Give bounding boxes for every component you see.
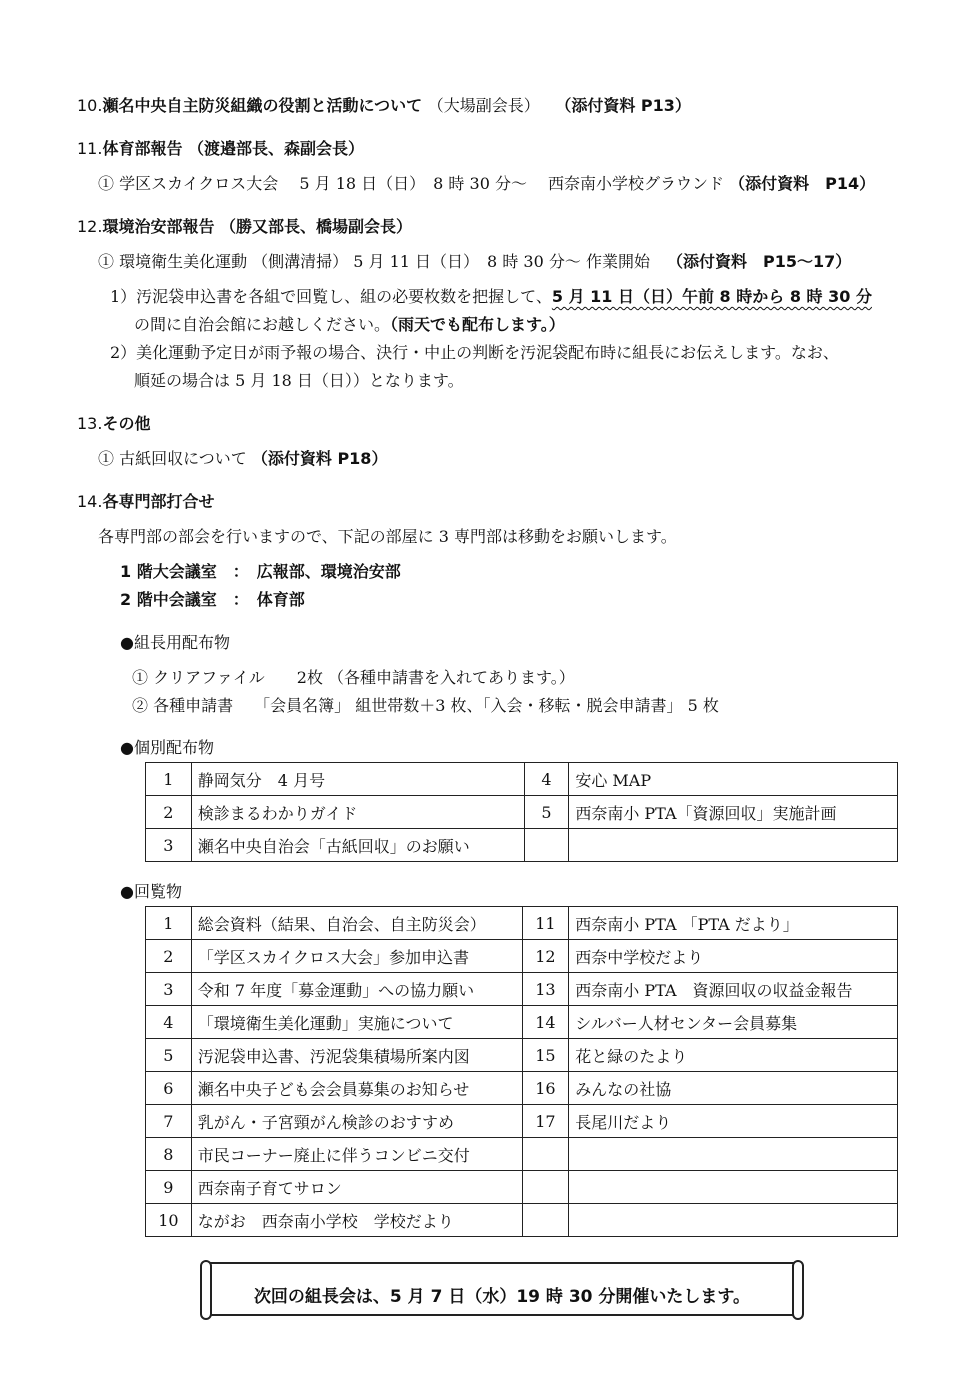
item-title: 安心 MAP	[569, 763, 898, 796]
item-number: 11	[522, 907, 569, 940]
item-title: 検診まるわかりガイド	[191, 796, 524, 829]
item-number: 16	[522, 1072, 569, 1105]
item-number: 14	[522, 1006, 569, 1039]
item-number: 9	[146, 1171, 192, 1204]
table-row	[146, 1138, 898, 1171]
section-number: 14.	[77, 492, 103, 511]
table-row	[146, 1006, 898, 1039]
item-title: 静岡気分 4 月号	[191, 763, 524, 796]
table-row	[146, 796, 898, 829]
table-row	[146, 763, 898, 796]
item-number: 2	[146, 940, 192, 973]
item-title	[569, 1204, 898, 1237]
item-number: 15	[522, 1039, 569, 1072]
item-text: ① 環境衛生美化運動 （側溝清掃） 5 月 11 日（日） 8 時 30 分～ 作業開始	[98, 252, 650, 271]
item-number: 10	[146, 1204, 192, 1237]
section-person: （大場副会長）	[427, 96, 540, 115]
note-emphasis: （雨天でも配布します。）	[390, 315, 565, 334]
kairan-heading: ●回覧物	[120, 882, 182, 901]
item-number: 5	[524, 796, 569, 829]
room-assignment-2: 2 階中会議室 ： 体育部	[120, 590, 305, 609]
table-row	[146, 907, 898, 940]
item-number: 17	[522, 1105, 569, 1138]
note-1-line-1	[110, 289, 872, 305]
item-title	[569, 1171, 898, 1204]
item-title: 汚泥袋申込書、汚泥袋集積場所案内図	[191, 1039, 522, 1072]
table-row	[146, 1039, 898, 1072]
item-title: 総会資料（結果、自治会、自主防災会）	[191, 907, 522, 940]
note-2-line-2: 順延の場合は 5 月 18 日（日））となります。	[134, 371, 464, 390]
attachment-ref: （添付資料 P13）	[555, 96, 691, 115]
table-row	[146, 1204, 898, 1237]
section-number: 11.	[77, 139, 103, 158]
item-title: 「学区スカイクロス大会」参加申込書	[191, 940, 522, 973]
item-title: 乳がん・子宮頸がん検診のおすすめ	[191, 1105, 522, 1138]
note-text: 1）汚泥袋申込書を各組で回覧し、組の必要枚数を把握して、	[110, 287, 552, 306]
item-title: ながお 西奈南小学校 学校だより	[191, 1204, 522, 1237]
next-meeting-banner	[204, 1262, 800, 1316]
section-12-item-1	[98, 254, 851, 270]
section-title: その他	[102, 414, 151, 433]
section-person: （渡邉部長、森副会長）	[188, 139, 365, 158]
item-title	[569, 829, 898, 862]
item-number	[522, 1171, 569, 1204]
section-10-heading	[77, 98, 691, 114]
section-number: 13.	[77, 414, 103, 433]
kumicho-item-2: ② 各種申請書 「会員名簿」 組世帯数＋3 枚、「入会・移転・脱会申請書」 5 枚	[132, 696, 719, 715]
table-row	[146, 1072, 898, 1105]
item-number	[522, 1204, 569, 1237]
item-title: 西奈南子育てサロン	[191, 1171, 522, 1204]
item-title: 西奈南小 PTA 資源回収の収益金報告	[569, 973, 898, 1006]
section-13-item-1	[98, 451, 387, 467]
item-number: 1	[146, 763, 192, 796]
table-row	[146, 829, 898, 862]
item-number	[522, 1138, 569, 1171]
item-title: 令和 7 年度「募金運動」への協力願い	[191, 973, 522, 1006]
item-number: 13	[522, 973, 569, 1006]
item-title: 長尾川だより	[569, 1105, 898, 1138]
section-person: （勝又部長、橋場副会長）	[220, 217, 413, 236]
item-text: ① 古紙回収について	[98, 449, 247, 468]
item-number: 4	[146, 1006, 192, 1039]
item-title: 西奈南小 PTA 「PTA だより」	[569, 907, 898, 940]
attachment-ref: （添付資料 P18）	[251, 449, 388, 468]
item-number: 6	[146, 1072, 192, 1105]
item-title: みんなの社協	[569, 1072, 898, 1105]
section-title: 瀬名中央自主防災組織の役割と活動について	[102, 96, 423, 115]
item-title: 市民コーナー廃止に伴うコンビニ交付	[191, 1138, 522, 1171]
table-row	[146, 1171, 898, 1204]
section-title: 各専門部打合せ	[102, 492, 215, 511]
item-title: 西奈中学校だより	[569, 940, 898, 973]
attachment-ref: （添付資料 P15～17）	[667, 252, 852, 271]
attachment-ref: （添付資料 P14）	[729, 174, 876, 193]
kumicho-heading: ●組長用配布物	[120, 633, 230, 652]
item-title: シルバー人材センター会員募集	[569, 1006, 898, 1039]
item-title	[569, 1138, 898, 1171]
table-row	[146, 940, 898, 973]
note-2-line-1: 2）美化運動予定日が雨予報の場合、決行・中止の判断を汚泥袋配布時に組長にお伝えします。なお、	[110, 343, 839, 362]
section-11-heading	[77, 141, 364, 157]
kumicho-item-1: ① クリアファイル 2枚 （各種申請書を入れてあります。）	[132, 668, 575, 687]
section-12-heading	[77, 219, 412, 235]
item-number	[524, 829, 569, 862]
item-number: 8	[146, 1138, 192, 1171]
section-title: 環境治安部報告	[102, 217, 215, 236]
section-number: 10.	[77, 96, 103, 115]
item-number: 5	[146, 1039, 192, 1072]
next-meeting-text: 次回の組長会は、5 月 7 日（水）19 時 30 分開催いたします。	[253, 1287, 751, 1307]
item-title: 西奈南小 PTA「資源回収」実施計画	[569, 796, 898, 829]
table-row	[146, 973, 898, 1006]
item-number: 4	[524, 763, 569, 796]
section-title: 体育部報告	[102, 139, 183, 158]
room-assignment-1: 1 階大会議室 ： 広報部、環境治安部	[120, 562, 401, 581]
item-title: 瀬名中央子ども会会員募集のお知らせ	[191, 1072, 522, 1105]
item-title: 瀬名中央自治会「古紙回収」のお願い	[191, 829, 524, 862]
item-number: 1	[146, 907, 192, 940]
note-1-line-2	[134, 317, 565, 333]
item-number: 12	[522, 940, 569, 973]
item-number: 7	[146, 1105, 192, 1138]
item-title: 花と緑のたより	[569, 1039, 898, 1072]
note-emphasis: 5 月 11 日（日）午前 8 時から 8 時 30 分	[551, 287, 872, 306]
item-text: ① 学区スカイクロス大会 5 月 18 日（日） 8 時 30 分～ 西奈南小学校グラウンド	[98, 174, 725, 193]
kobetsu-table	[145, 762, 898, 862]
item-title: 「環境衛生美化運動」実施について	[191, 1006, 522, 1039]
item-number: 2	[146, 796, 192, 829]
section-14-heading	[77, 494, 214, 510]
item-number: 3	[146, 973, 192, 1006]
section-11-item-1	[98, 176, 875, 192]
kairan-table	[145, 906, 898, 1237]
item-number: 3	[146, 829, 192, 862]
kobetsu-heading: ●個別配布物	[120, 738, 214, 757]
section-number: 12.	[77, 217, 103, 236]
section-13-heading	[77, 416, 150, 432]
note-text: の間に自治会館にお越しください。	[134, 315, 391, 334]
section-14-intro: 各専門部の部会を行いますので、下記の部屋に 3 専門部は移動をお願いします。	[98, 527, 677, 546]
table-row	[146, 1105, 898, 1138]
